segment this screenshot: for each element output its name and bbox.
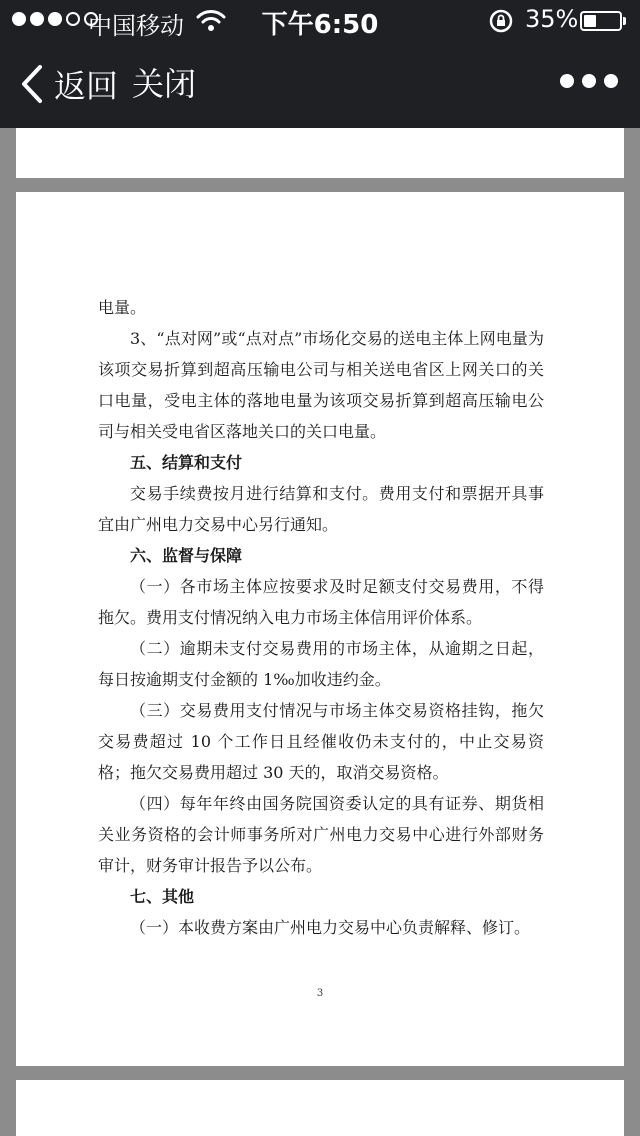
next-page — [16, 1080, 624, 1136]
document-body — [98, 292, 544, 943]
battery-percent: 35% — [525, 5, 579, 33]
page-number: 3 — [316, 988, 324, 999]
previous-page — [16, 128, 624, 178]
back-label: 返回 — [54, 67, 119, 105]
paragraph: （四）每年年终由国务院国资委认定的具有证券、期货相关业务资格的会计师事务所对广州电力交易中心进行外部财务审计，财务审计报告予以公布。 — [98, 794, 544, 875]
navigation-bar — [0, 40, 640, 128]
paragraph: （一）本收费方案由广州电力交易中心负责解释、修订。 — [130, 918, 531, 937]
status-bar — [0, 0, 640, 40]
rotation-lock-icon — [488, 8, 514, 34]
document-page — [16, 192, 624, 1066]
chevron-left-icon — [18, 64, 48, 104]
paragraph: （三）交易费用支付情况与市场主体交易资格挂钩，拖欠交易费超过 10 个工作日且经催收仍未支付的，中止交易资格；拖欠交易费用超过 30 天的，取消交易资格。 — [98, 701, 544, 782]
paragraph: （一）各市场主体应按要求及时足额支付交易费用，不得拖欠。费用支付情况纳入电力市场主体信用评价体系。 — [98, 577, 544, 627]
more-options-icon[interactable] — [560, 74, 618, 88]
section-heading: 七、其他 — [130, 887, 195, 906]
paragraph: 3、“点对网”或“点对点”市场化交易的送电主体上网电量为该项交易折算到超高压输电公司与相关送电省区上网关口的关口电量，受电主体的落地电量为该项交易折算到超高压输电公司与相关受电省区落地关口的关口电量。 — [98, 329, 544, 441]
paragraph: 交易手续费按月进行结算和支付。费用支付和票据开具事宜由广州电力交易中心另行通知。 — [98, 484, 544, 534]
top-bar — [0, 0, 640, 128]
back-button[interactable] — [18, 62, 118, 106]
paragraph: （二）逾期未支付交易费用的市场主体，从逾期之日起，每日按逾期支付金额的 1‰加收违约金。 — [98, 639, 544, 689]
battery-icon — [580, 11, 622, 31]
clock: 下午6:50 — [261, 10, 379, 40]
paragraph: 电量。 — [98, 298, 147, 317]
section-heading: 五、结算和支付 — [130, 453, 243, 472]
carrier-name: 中国移动 — [88, 12, 184, 40]
section-heading: 六、监督与保障 — [130, 546, 243, 565]
close-button[interactable]: 关闭 — [132, 65, 197, 103]
